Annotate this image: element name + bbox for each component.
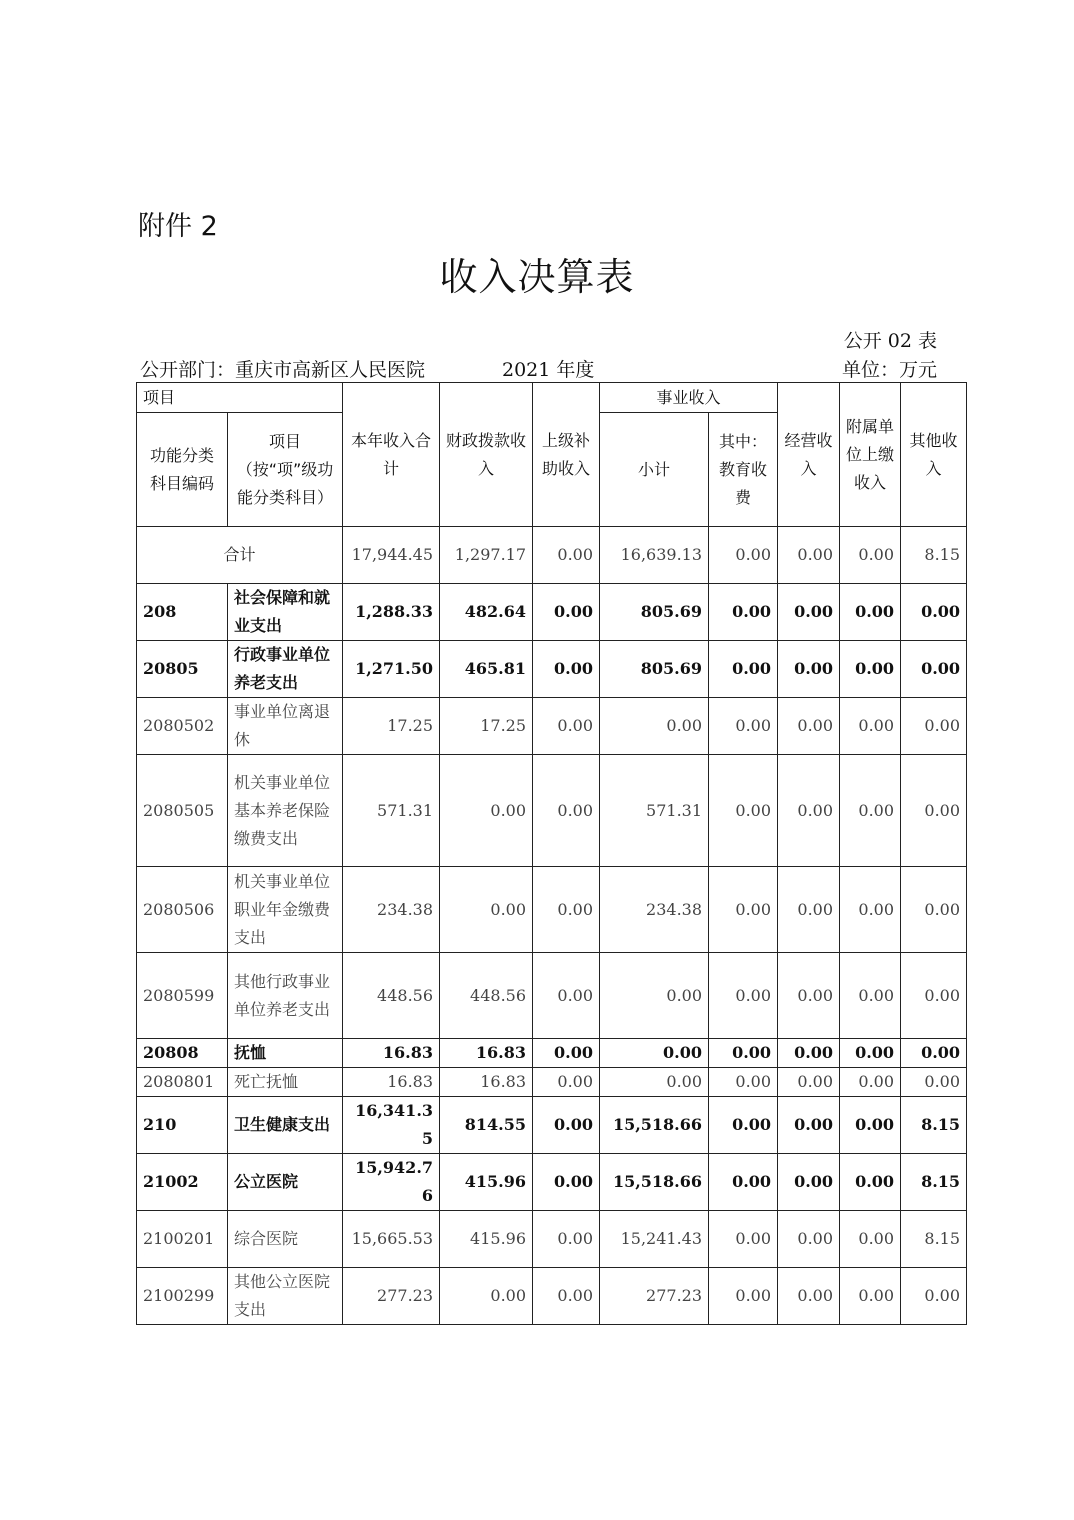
- department-label: 公开部门：重庆市高新区人民医院: [140, 359, 426, 381]
- cell-education: 0.00: [709, 1211, 778, 1268]
- cell-operating: 0.00: [778, 1154, 840, 1211]
- cell-total: 17.25: [343, 698, 440, 755]
- cell-operating: 0.00: [778, 698, 840, 755]
- cell-total: 1,271.50: [343, 641, 440, 698]
- cell-total: 571.31: [343, 755, 440, 867]
- cell-code: 210: [137, 1097, 228, 1154]
- cell-other: 8.15: [901, 1154, 967, 1211]
- cell-superior: 0.00: [533, 867, 600, 953]
- cell-other: 8.15: [901, 527, 967, 584]
- cell-education: 0.00: [709, 1097, 778, 1154]
- cell-fiscal: 814.55: [440, 1097, 533, 1154]
- cell-code: 208: [137, 584, 228, 641]
- cell-fiscal: 465.81: [440, 641, 533, 698]
- cell-operating: 0.00: [778, 641, 840, 698]
- cell-total: 277.23: [343, 1268, 440, 1325]
- cell-other: 0.00: [901, 698, 967, 755]
- cell-affiliated: 0.00: [840, 698, 901, 755]
- cell-total: 15,665.53: [343, 1211, 440, 1268]
- cell-other: 0.00: [901, 755, 967, 867]
- cell-education: 0.00: [709, 755, 778, 867]
- cell-subtotal: 16,639.13: [600, 527, 709, 584]
- cell-subtotal: 0.00: [600, 698, 709, 755]
- cell-affiliated: 0.00: [840, 584, 901, 641]
- cell-affiliated: 0.00: [840, 1211, 901, 1268]
- table-row: [137, 755, 967, 867]
- cell-other: 8.15: [901, 1211, 967, 1268]
- cell-fiscal: 0.00: [440, 755, 533, 867]
- cell-operating: 0.00: [778, 1068, 840, 1097]
- cell-fiscal: 448.56: [440, 953, 533, 1039]
- table-row: [137, 1068, 967, 1097]
- cell-subtotal: 15,518.66: [600, 1097, 709, 1154]
- cell-operating: 0.00: [778, 1268, 840, 1325]
- cell-affiliated: 0.00: [840, 1039, 901, 1068]
- header-business-income: 事业收入: [600, 383, 778, 413]
- cell-subtotal: 0.00: [600, 1068, 709, 1097]
- cell-other: 0.00: [901, 641, 967, 698]
- header-affiliated: 附属单位上缴收入: [840, 383, 901, 527]
- cell-subtotal: 0.00: [600, 953, 709, 1039]
- unit-label: 单位：万元: [841, 359, 937, 381]
- cell-code: 2080502: [137, 698, 228, 755]
- header-business-education: 其中：教育收费: [709, 413, 778, 527]
- cell-superior: 0.00: [533, 641, 600, 698]
- cell-superior: 0.00: [533, 1268, 600, 1325]
- cell-affiliated: 0.00: [840, 755, 901, 867]
- cell-affiliated: 0.00: [840, 1068, 901, 1097]
- cell-other: 0.00: [901, 1039, 967, 1068]
- cell-fiscal: 17.25: [440, 698, 533, 755]
- cell-code: 2100299: [137, 1268, 228, 1325]
- header-func-code: 功能分类科目编码: [137, 413, 228, 527]
- cell-other: 8.15: [901, 1097, 967, 1154]
- cell-education: 0.00: [709, 698, 778, 755]
- cell-fiscal: 415.96: [440, 1154, 533, 1211]
- cell-name: 其他公立医院支出: [228, 1268, 343, 1325]
- cell-name: 死亡抚恤: [228, 1068, 343, 1097]
- cell-name: 机关事业单位基本养老保险缴费支出: [228, 755, 343, 867]
- header-superior-subsidy: 上级补助收入: [533, 383, 600, 527]
- cell-operating: 0.00: [778, 1039, 840, 1068]
- table-row: [137, 1039, 967, 1068]
- cell-name: 综合医院: [228, 1211, 343, 1268]
- income-table: [136, 382, 967, 1325]
- cell-superior: 0.00: [533, 1068, 600, 1097]
- table-row: [137, 1097, 967, 1154]
- table-body: [137, 527, 967, 1325]
- table-row: [137, 867, 967, 953]
- cell-name: 行政事业单位养老支出: [228, 641, 343, 698]
- cell-education: 0.00: [709, 527, 778, 584]
- cell-operating: 0.00: [778, 1097, 840, 1154]
- cell-name: 社会保障和就业支出: [228, 584, 343, 641]
- cell-total: 1,288.33: [343, 584, 440, 641]
- cell-affiliated: 0.00: [840, 641, 901, 698]
- cell-education: 0.00: [709, 1154, 778, 1211]
- cell-education: 0.00: [709, 953, 778, 1039]
- cell-operating: 0.00: [778, 953, 840, 1039]
- attachment-label: 附件 2: [138, 211, 218, 242]
- cell-code: 20805: [137, 641, 228, 698]
- cell-subtotal: 571.31: [600, 755, 709, 867]
- cell-education: 0.00: [709, 584, 778, 641]
- header-func-name: 项目（按“项”级功能分类科目）: [228, 413, 343, 527]
- page-title: 收入决算表: [439, 255, 635, 299]
- cell-total: 17,944.45: [343, 527, 440, 584]
- cell-code: 21002: [137, 1154, 228, 1211]
- cell-other: 0.00: [901, 1068, 967, 1097]
- cell-subtotal: 15,518.66: [600, 1154, 709, 1211]
- cell-subtotal: 805.69: [600, 641, 709, 698]
- cell-name: 抚恤: [228, 1039, 343, 1068]
- cell-affiliated: 0.00: [840, 867, 901, 953]
- header-fiscal: 财政拨款收入: [440, 383, 533, 527]
- cell-superior: 0.00: [533, 698, 600, 755]
- cell-operating: 0.00: [778, 584, 840, 641]
- cell-total: 234.38: [343, 867, 440, 953]
- cell-fiscal: 0.00: [440, 1268, 533, 1325]
- cell-other: 0.00: [901, 867, 967, 953]
- header-business-subtotal: 小计: [600, 413, 709, 527]
- cell-affiliated: 0.00: [840, 527, 901, 584]
- cell-subtotal: 234.38: [600, 867, 709, 953]
- cell-other: 0.00: [901, 953, 967, 1039]
- cell-name: 卫生健康支出: [228, 1097, 343, 1154]
- table-row-total: [137, 527, 967, 584]
- cell-total: 16.83: [343, 1039, 440, 1068]
- year-label: 2021 年度: [502, 359, 595, 381]
- cell-affiliated: 0.00: [840, 953, 901, 1039]
- cell-operating: 0.00: [778, 867, 840, 953]
- header-total-income: 本年收入合计: [343, 383, 440, 527]
- cell-affiliated: 0.00: [840, 1268, 901, 1325]
- cell-superior: 0.00: [533, 527, 600, 584]
- cell-total: 16,341.35: [343, 1097, 440, 1154]
- cell-subtotal: 15,241.43: [600, 1211, 709, 1268]
- cell-education: 0.00: [709, 1068, 778, 1097]
- cell-superior: 0.00: [533, 953, 600, 1039]
- cell-fiscal: 1,297.17: [440, 527, 533, 584]
- cell-other: 0.00: [901, 584, 967, 641]
- cell-fiscal: 16.83: [440, 1039, 533, 1068]
- cell-education: 0.00: [709, 867, 778, 953]
- cell-education: 0.00: [709, 641, 778, 698]
- cell-superior: 0.00: [533, 1211, 600, 1268]
- header-project: 项目: [137, 383, 343, 413]
- table-row: [137, 953, 967, 1039]
- cell-name: 其他行政事业单位养老支出: [228, 953, 343, 1039]
- table-row: [137, 641, 967, 698]
- cell-fiscal: 0.00: [440, 867, 533, 953]
- table-row: [137, 584, 967, 641]
- cell-affiliated: 0.00: [840, 1154, 901, 1211]
- cell-code: 2080506: [137, 867, 228, 953]
- cell-affiliated: 0.00: [840, 1097, 901, 1154]
- cell-operating: 0.00: [778, 1211, 840, 1268]
- table-row: [137, 698, 967, 755]
- cell-subtotal: 277.23: [600, 1268, 709, 1325]
- cell-code: 2080505: [137, 755, 228, 867]
- cell-subtotal: 0.00: [600, 1039, 709, 1068]
- table-row: [137, 1211, 967, 1268]
- table-row: [137, 1268, 967, 1325]
- cell-fiscal: 415.96: [440, 1211, 533, 1268]
- cell-code: 20808: [137, 1039, 228, 1068]
- cell-superior: 0.00: [533, 1154, 600, 1211]
- cell-code: 2080801: [137, 1068, 228, 1097]
- cell-superior: 0.00: [533, 1039, 600, 1068]
- cell-total: 16.83: [343, 1068, 440, 1097]
- cell-fiscal: 482.64: [440, 584, 533, 641]
- cell-subtotal: 805.69: [600, 584, 709, 641]
- cell-operating: 0.00: [778, 755, 840, 867]
- cell-other: 0.00: [901, 1268, 967, 1325]
- cell-superior: 0.00: [533, 755, 600, 867]
- table-row: [137, 1154, 967, 1211]
- cell-education: 0.00: [709, 1268, 778, 1325]
- header-other: 其他收入: [901, 383, 967, 527]
- cell-operating: 0.00: [778, 527, 840, 584]
- cell-code: 2080599: [137, 953, 228, 1039]
- cell-education: 0.00: [709, 1039, 778, 1068]
- cell-name: 事业单位离退休: [228, 698, 343, 755]
- total-label: 合计: [137, 527, 343, 584]
- cell-name: 公立医院: [228, 1154, 343, 1211]
- table-code: 公开 02 表: [843, 330, 937, 352]
- cell-name: 机关事业单位职业年金缴费支出: [228, 867, 343, 953]
- cell-code: 2100201: [137, 1211, 228, 1268]
- header-operating: 经营收入: [778, 383, 840, 527]
- cell-fiscal: 16.83: [440, 1068, 533, 1097]
- cell-total: 448.56: [343, 953, 440, 1039]
- cell-total: 15,942.76: [343, 1154, 440, 1211]
- cell-superior: 0.00: [533, 1097, 600, 1154]
- cell-superior: 0.00: [533, 584, 600, 641]
